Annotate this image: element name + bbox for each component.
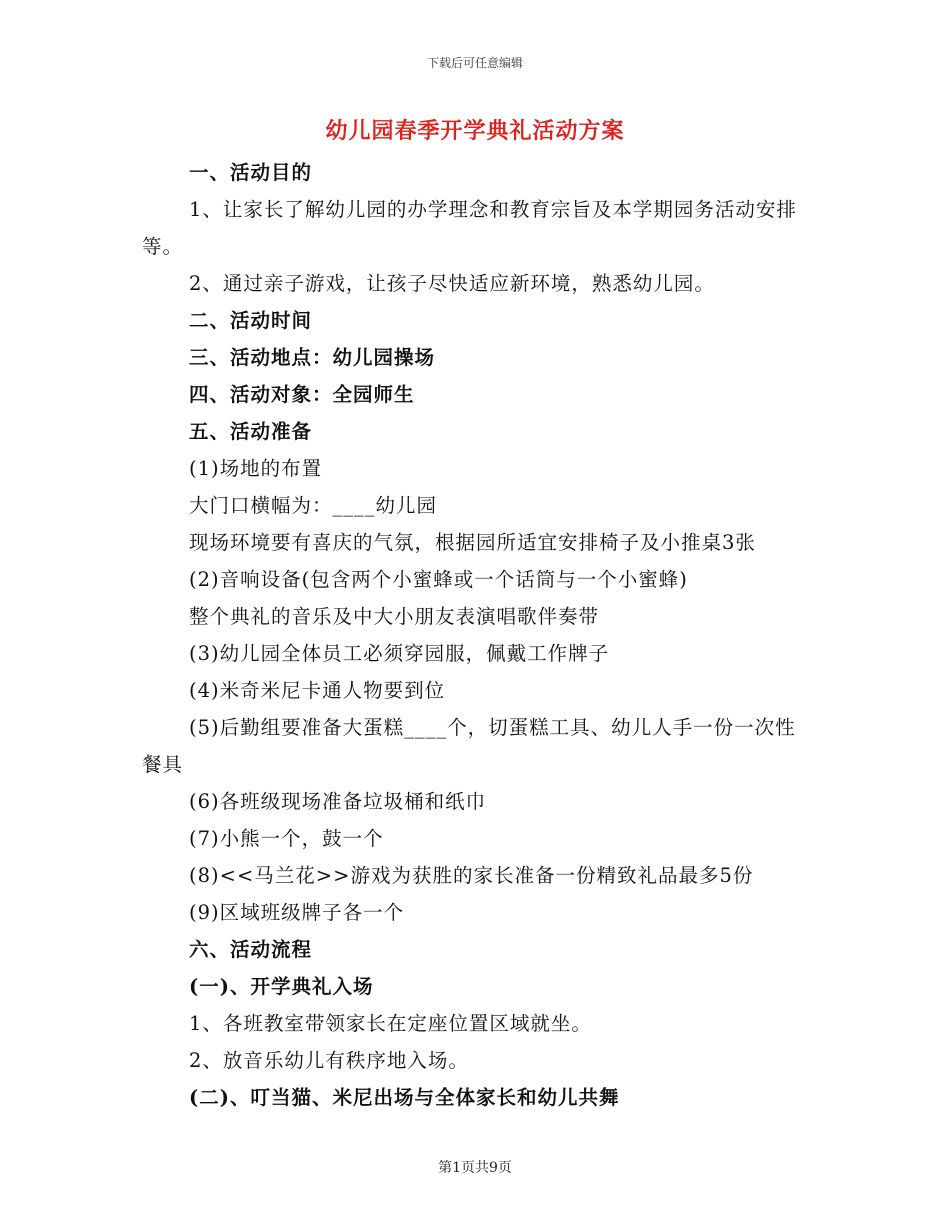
flow-item-2: 2、放音乐幼儿有秩序地入场。 [189, 1049, 469, 1072]
section-heading-4: 四、活动对象：全园师生 [189, 383, 415, 406]
section-heading-6: 六、活动流程 [189, 938, 313, 961]
document-title: 幼儿园春季开学典礼活动方案 [325, 118, 625, 144]
prep-item-1: (1)场地的布置 [189, 457, 323, 480]
section-heading-2: 二、活动时间 [189, 309, 313, 332]
prep-item-music: 整个典礼的音乐及中大小朋友表演唱歌伴奏带 [189, 605, 600, 628]
prep-item-6: (6)各班级现场准备垃圾桶和纸巾 [189, 790, 487, 813]
page-footer: 第1页共9页 [438, 1160, 512, 1176]
section-heading-5: 五、活动准备 [189, 420, 313, 443]
prep-item-3: (3)幼儿园全体员工必须穿园服，佩戴工作牌子 [189, 642, 610, 665]
prep-item-2: (2)音响设备(包含两个小蜜蜂或一个话筒与一个小蜜蜂) [189, 568, 688, 591]
subsection-heading-2: (二)、叮当猫、米尼出场与全体家长和幼儿共舞 [189, 1086, 620, 1109]
section-heading-3: 三、活动地点：幼儿园操场 [189, 346, 436, 369]
document-body [142, 154, 810, 1116]
subsection-heading-1: (一)、开学典礼入场 [189, 975, 374, 998]
paragraph-purpose-2: 2、通过亲子游戏，让孩子尽快适应新环境，熟悉幼儿园。 [189, 272, 715, 295]
prep-item-9: (9)区域班级牌子各一个 [189, 901, 405, 924]
prep-item-banner: 大门口横幅为：____幼儿园 [189, 494, 438, 517]
flow-item-1: 1、各班教室带领家长在定座位置区域就坐。 [189, 1012, 592, 1035]
prep-item-environment: 现场环境要有喜庆的气氛，根据园所适宜安排椅子及小推桌3张 [189, 531, 756, 554]
prep-item-4: (4)米奇米尼卡通人物要到位 [189, 679, 446, 702]
prep-item-5: (5)后勤组要准备大蛋糕____个，切蛋糕工具、幼儿人手一份一次性餐具 [142, 716, 796, 776]
prep-item-8: (8)<<马兰花>>游戏为获胜的家长准备一份精致礼品最多5份 [189, 864, 754, 887]
prep-item-7: (7)小熊一个，鼓一个 [189, 827, 384, 850]
section-heading-1: 一、活动目的 [189, 161, 313, 184]
paragraph-purpose-1: 1、让家长了解幼儿园的办学理念和教育宗旨及本学期园务活动安排等。 [142, 198, 797, 258]
page-header: 下载后可任意编辑 [426, 56, 523, 70]
